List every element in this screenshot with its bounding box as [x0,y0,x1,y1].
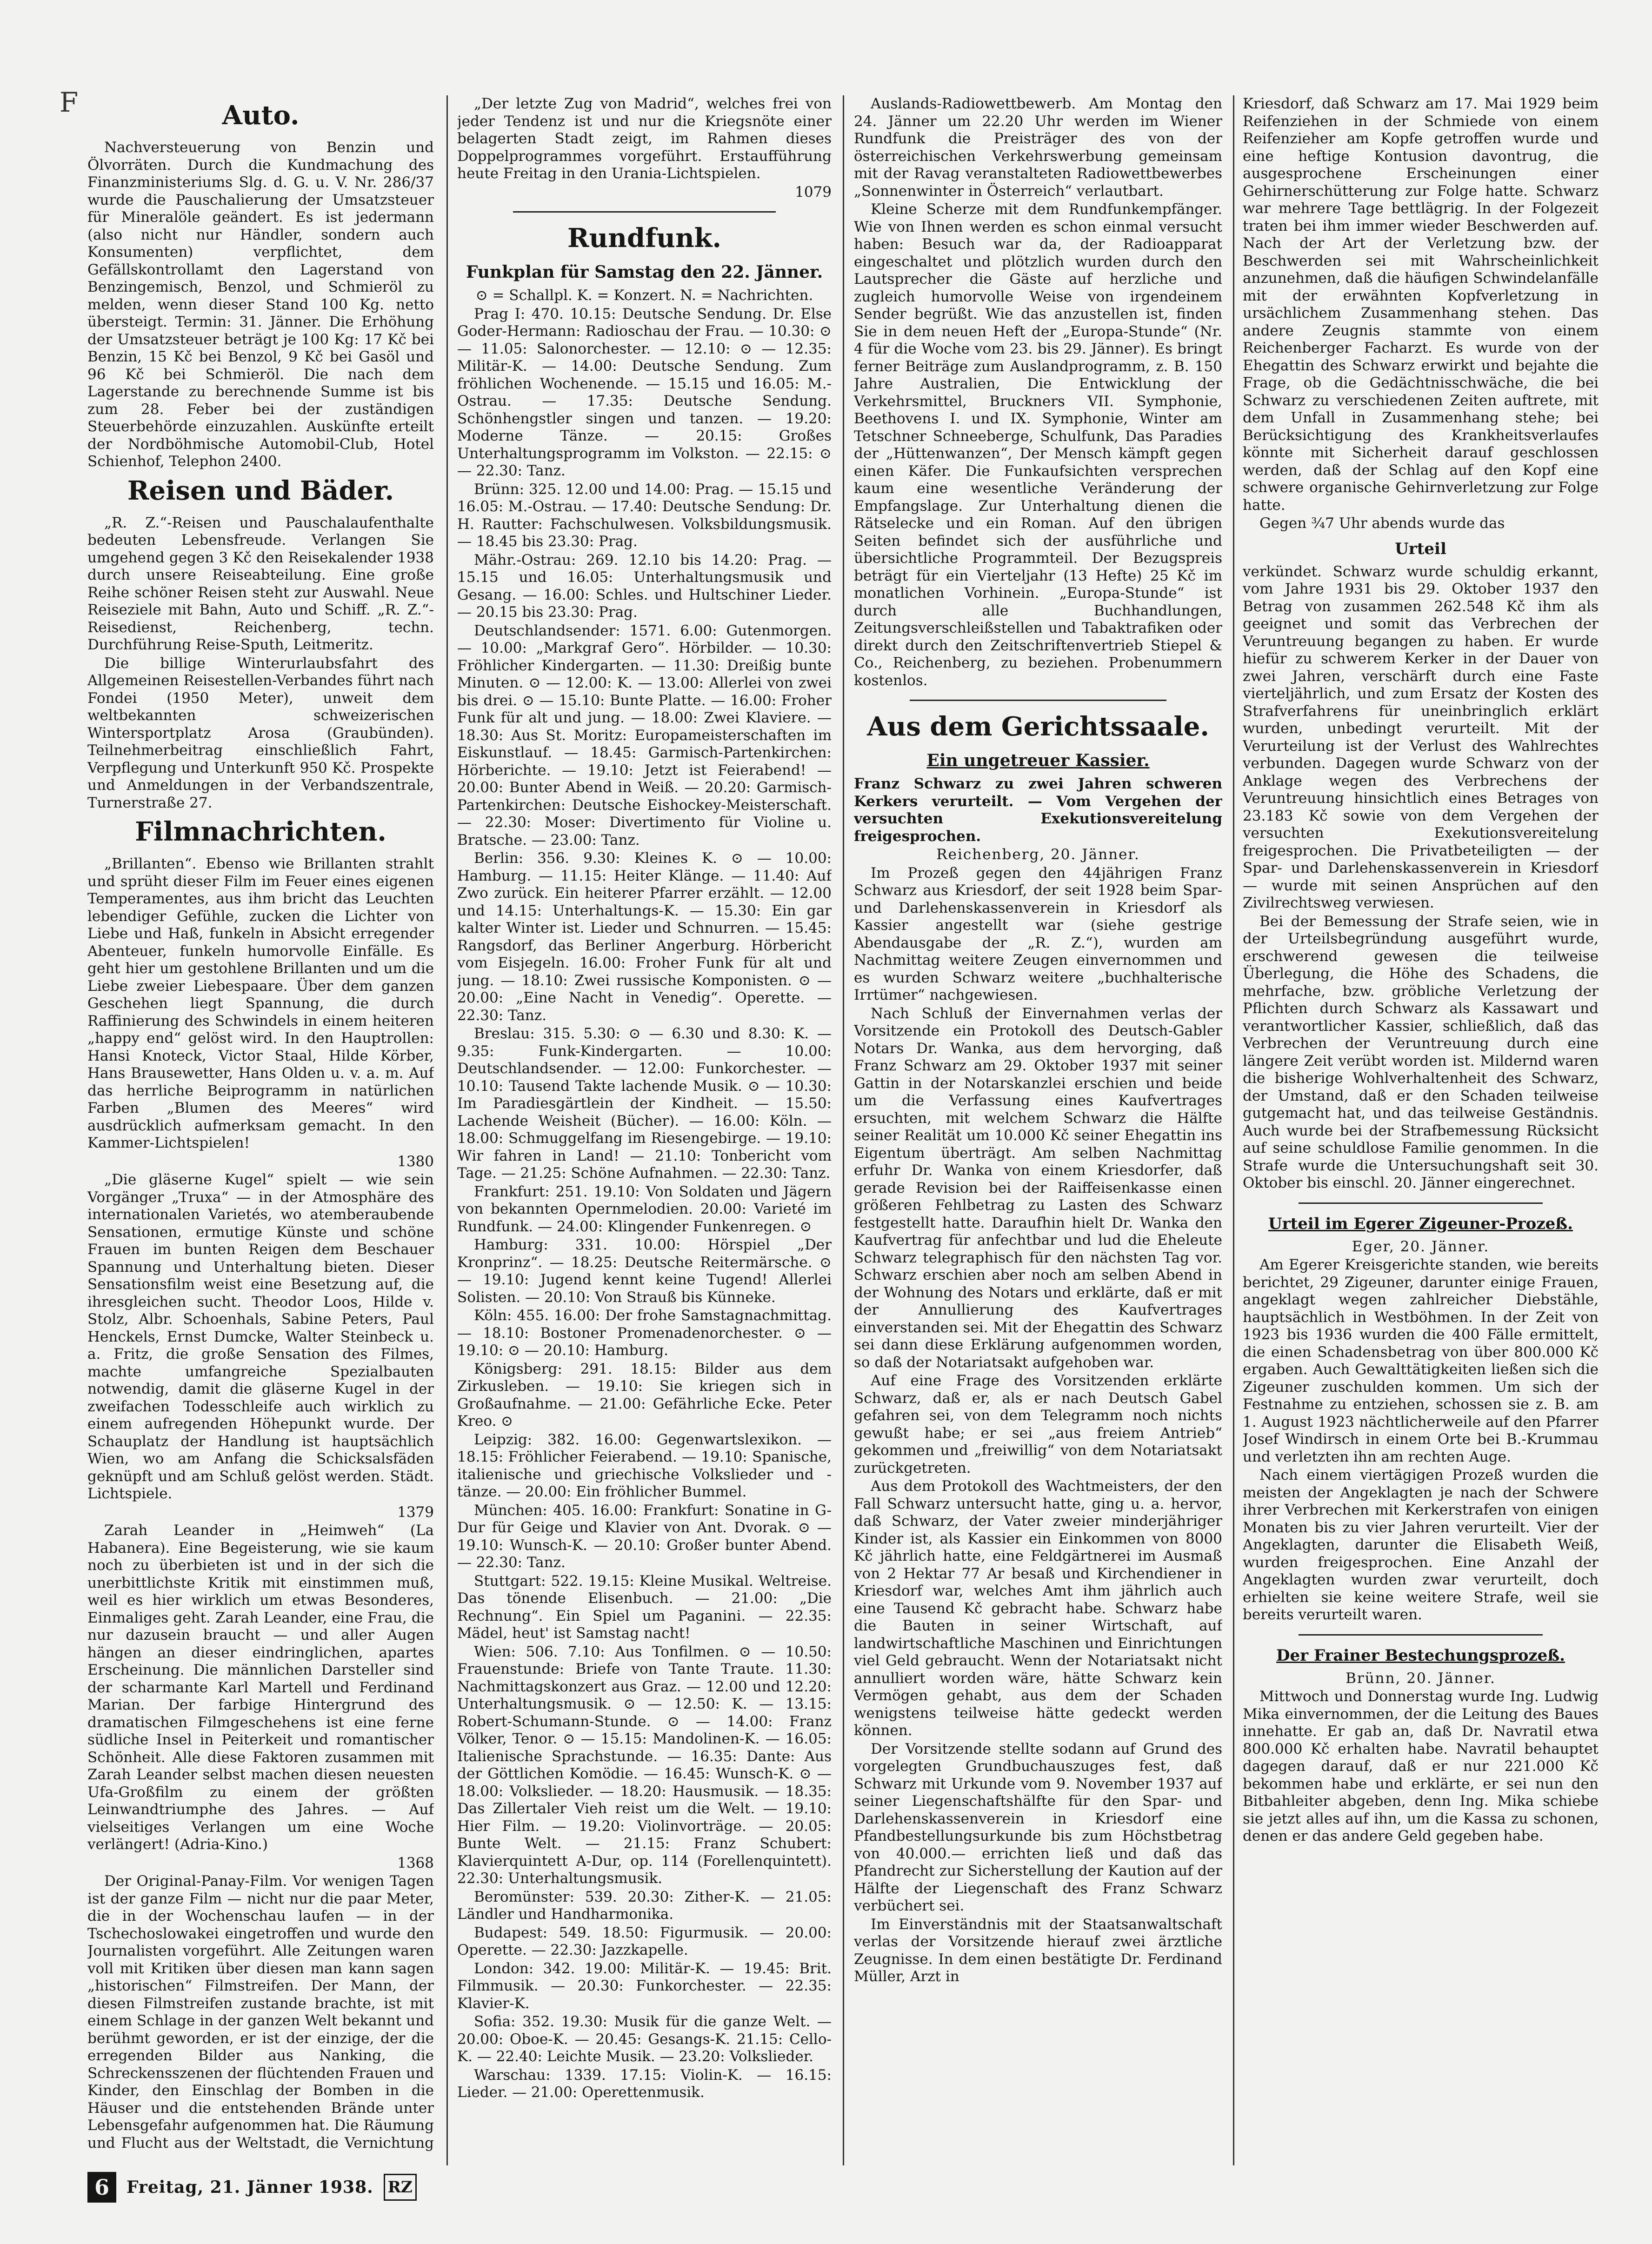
article-title-zigeuner: Urteil im Egerer Zigeuner-Prozeß. [1268,1214,1573,1233]
article-title-frainer: Der Frainer Bestechungsprozeß. [1276,1646,1565,1665]
section-rule [1299,1202,1543,1204]
article-paragraph: „Die gläserne Kugel“ spielt — wie sein Vorgänger „Truxa“ — in der Atmosphäre des internationalen Varietés, wo atemberaubende Sensationen, ermutige Künste und schöne Frauen im bunten Reigen dem Beschauer Spannung und Unterhaltung bieten. Dieser Sensationsfilm weist eine Besetzung auf, die ihresgleichen sucht. Theodor Loos, Hilde v. Stolz, Albr. Schoenhals, Sabine Peters, Paul Henckels, Ernst Dumcke, Walter Steinbeck u. a. Fritz, die große Sensation des Filmes, machte umfangreiche Spezialbauten notwendig, damit die gläserne Kugel in der zweifachen Todesschleife auch wirklich zu einem aufregenden Höhepunkt wurde. Der Schauplatz der Handlung ist hauptsächlich Wien, wo am Anfang die Schicksalsfäden geknüpft und am Schluß gelöst werden. Städt. Lichtspiele. [87,1171,434,1502]
article-paragraph: Auf eine Frage des Vorsitzenden erklärte Schwarz, daß er, als er nach Deutsch Gabel gefahren sei, von dem Telegramm noch nichts gewußt habe; er sei „aus freiem Antrieb“ gekommen und „freiwillig“ von dem Notariatsakt zurückgetreten. [854,1372,1222,1476]
radio-station-entry: Hamburg: 331. 10.00: Hörspiel „Der Kronprinz“. — 18.25: Deutsche Reitermärsche. ⊙ — 19.10: Jugend kennt keine Tugend! Allerlei Solisten. — 20.10: Von Strauß bis Künneke. [457,1236,832,1306]
article-title-kassier: Ein ungetreuer Kassier. [926,751,1150,770]
article-paragraph: „Brillanten“. Ebenso wie Brillanten strahlt und sprüht dieser Film im Feuer eines eigenen Temperamentes, aus ihm bricht das Leuchten lebendiger Gefühle, zucken die Lichter von Liebe und Haß, funkeln in Absicht erregender Abenteuer, funkeln humorvolle Einfälle. Es geht hier um gestohlene Brillanten und um die Liebe zweier Liebespaare. Über dem ganzen Geschehen liegt Spannung, die durch Raffinierung des Schwindels in einem heiteren „happy end“ gelöst wird. In den Hauptrollen: Hansi Knoteck, Victor Staal, Hilde Körber, Hans Brausewetter, Hans Olden u. v. a. m. Auf das herrliche Beiprogramm in natürlichen Farben „Blumen des Meeres“ wird ausdrücklich aufmerksam gemacht. In den Kammer-Lichtspielen! [87,855,434,1151]
article-paragraph: Zarah Leander in „Heimweh“ (La Habanera). Eine Begeisterung, wie sie kaum noch zu überbieten ist und in der sich die unerbittlichste Kritik mit einstimmen muß, weil es hier wirklich um etwas Besonderes, Einmaliges geht. Zarah Leander, eine Frau, die nur dazusein braucht — und aller Augen hängen an dieser eindringlichen, apartes Erscheinung. Die männlichen Darsteller sind der scharmante Karl Martell und Ferdinand Marian. Der farbige Hintergrund des dramatischen Filmgeschehens ist eine ferne südliche Insel in Peiterkeit und romantischer Schönheit. Alle diese Faktoren zusammen mit Zarah Leander selbst machen diesen neuesten Ufa-Großfilm zu einem der größten Leinwandtriumphe des Jahres. — Auf vielseitiges Verlangen um eine Woche verlängert! (Adria-Kino.) [87,1522,434,1853]
column-divider [446,95,448,2165]
radio-station-entry: Sofia: 352. 19.30: Musik für die ganze Welt. — 20.00: Oboe-K. — 20.45: Gesangs-K. 21.15: Cello-K. — 22.40: Leichte Musik. — 23.20: Volkslieder. [457,2013,832,2065]
article-paragraph: Aus dem Protokoll des Wachtmeisters, der den Fall Schwarz untersucht hatte, ging u. a. hervor, daß Schwarz, der Vater zweier minderjähriger Kinder ist, als Kassier ein Einkommen von 8000 Kč jährlich hatte, eine Feldgärtnerei im Ausmaß von 2 Hektar 77 Ar besaß und Kirchendiener in Kriesdorf war, welches Amt ihm jährlich auch eine Tausend Kč gebracht habe. Schwarz habe die Bauten in seiner Wirtschaft, auf landwirtschaftliche Maschinen und Einrichtungen viel Geld gebraucht. Wenn der Notariatsakt nicht annulliert worden wäre, hätte Schwarz kein Vermögen gehabt, aus dem der Schaden wenigstens teilweise hätte gedeckt werden können. [854,1478,1222,1739]
radio-station-entry: Brünn: 325. 12.00 und 14.00: Prag. — 15.15 und 16.05: M.-Ostrau. — 17.40: Deutsche Sendung: Dr. H. Rautter: Fachschulwesen. Volksbildungsmusik. — 18.45 bis 23.30: Prag. [457,481,832,550]
article-paragraph: Nach Schluß der Einvernahmen verlas der Vorsitzende ein Protokoll des Deutsch-Gabler Notars Dr. Wanka, aus dem hervorging, daß Franz Schwarz am 29. Oktober 1937 mit seiner Gattin in der Notarskanzlei erschien und beide um die Verfassung eines Kaufvertrages ersuchten, mit welchem Schwarz die Hälfte seiner Realität um 10.000 Kč seiner Ehegattin ins Eigentum überträgt. Am selben Nachmittag erfuhr Dr. Wanka von einem Kriesdorfer, daß gerade Revision bei der Raiffeisenkasse einen größeren Fehlbetrag zu Lasten des Schwarz festgestellt hatte. Daraufhin hielt Dr. Wanka den Kaufvertrag für anfechtbar und lud die Eheleute Schwarz telegraphisch für den nächsten Tag vor. Schwarz erschien aber noch am selben Abend in der Wohnung des Notars und erklärte, daß er mit der Annullierung des Kaufvertrages einverstanden sei. Mit der Ehegattin des Schwarz sei dann diese Erklärung aufgenommen worden, so daß der Notariatsakt aufgehoben war. [854,1005,1222,1371]
article-paragraph: Im Prozeß gegen den 44jährigen Franz Schwarz aus Kriesdorf, der seit 1928 beim Spar- und Darlehenskassenverein in Kriesdorf als Kassier angestellt war (siehe gestrige Abendausgabe der „R. Z.“), wurden am Nachmittag weitere Zeugen einvernommen und es wurden Schwarz weitere „buchhalterische Irrtümer“ nachgewiesen. [854,864,1222,1003]
radio-station-entry: München: 405. 16.00: Frankfurt: Sonatine in G-Dur für Geige und Klavier von Ant. Dvorak. ⊙ — 19.10: Wunsch-K. — 20.10: Großer bunter Abend. — 22.30: Tanz. [457,1502,832,1571]
radio-station-entry: Budapest: 549. 18.50: Figurmusik. — 20.00: Operette. — 22.30: Jazzkapelle. [457,1924,832,1958]
radio-station-entry: Köln: 455. 16.00: Der frohe Samstagnachmittag. — 18.10: Bostoner Promenadenorchester. ⊙ — 19.10: ⊙ — 20.10: Hamburg. [457,1307,832,1359]
dateline: Reichenberg, 20. Jänner. [936,846,1140,863]
radio-station-entry: Frankfurt: 251. 19.10: Von Soldaten und Jägern von bekannten Opernmelodien. 20.00: Varieté im Rundfunk. — 24.00: Klingender Funkenregen. ⊙ [457,1183,832,1235]
article-paragraph: „R. Z.“-Reisen und Pauschalaufenthalte bedeuten Lebensfreude. Verlangen Sie umgehend gegen 3 Kč den Reisekalender 1938 durch unsere Reiseabteilung. Eine große Reihe schöner Reisen steht zur Auswahl. Neue Reiseziele mit Bahn, Auto und Schiff. „R. Z.“-Reisedienst, Reichenberg, techn. Durchführung Reise-Sputh, Leitmeritz. [87,514,434,653]
page-footer [87,2171,422,2203]
article-paragraph: Im Einverständnis mit der Staatsanwaltschaft verlas der Vorsitzende hierauf zwei ärztliche Zeugnisse. In dem einen bestätigte Dr. Ferdinand Müller, Arzt in [854,1916,1222,1985]
column-1 [87,95,434,2151]
radio-legend: ⊙ = Schallpl. K. = Konzert. N. = Nachrichten. [475,287,813,304]
radio-station-entry: Wien: 506. 7.10: Aus Tonfilmen. ⊙ — 10.50: Frauenstunde: Briefe von Tante Traute. 11.30: Nachmittagskonzert aus Graz. — 12.00 und 12.20: Unterhaltungsmusik. ⊙ — 12.50: K. — 13.15: Robert-Schumann-Stunde. ⊙ — 14.00: Franz Völker, Tenor. ⊙ — 15.15: Mandolinen-K. — 16.05: Italienische Sprachstunde. — 16.35: Dante: Aus der Göttlichen Komödie. — 16.45: Wunsch-K. ⊙ — 18.00: Volkslieder. — 18.20: Hausmusik. — 18.35: Das Zillertaler Vieh reist um die Welt. — 19.10: Hier Film. — 19.20: Violinvorträge. — 20.05: Bunte Welt. — 21.15: Franz Schubert: Klavierquintett A-Dur, op. 114 (Forellenquintett). 22.30: Unterhaltungsmusik. [457,1643,832,1887]
verdict-heading: Urteil [1395,539,1446,558]
column-2 [457,95,832,2179]
column-divider [843,95,844,2165]
dateline: Brünn, 20. Jänner. [1346,1670,1496,1687]
section-heading-film: Filmnachrichten. [135,816,386,847]
article-paragraph: Kleine Scherze mit dem Rundfunkempfänger. Wie von Ihnen werden es schon einmal versucht haben: Besuch war da, der Radioapparat eingeschaltet und plötzlich wurden durch den Lautsprecher die Gäste auf herzliche und zugleich humorvolle Weise von irgendeinem Sender begrüßt. Wie das anzustellen ist, finden Sie in dem neuen Heft der „Europa-Stunde“ (Nr. 4 für die Woche vom 23. bis 29. Jänner). Es bringt ferner Beiträge zum Auslandprogramm, z. B. 150 Jahre Australien, Die Entwicklung der Verkehrsmittel, Bruckners VII. Symphonie, Beethovens I. und IX. Symphonie, Winter am Tetschner Schneeberge, Schulfunk, Das Paradies der „Hüttenwanzen“, Der Mensch kämpft gegen einen Käfer. Die Funkaufsichten versprechen kaum eine wesentliche Veränderung der Empfangslage. Zur Unterhaltung dienen die Rätselecke und ein Roman. Auf den übrigen Seiten befindet sich der ausführliche und übersichtliche Programmteil. Der Bezugspreis beträgt für ein Vierteljahr (13 Hefte) 25 Kč im monatlichen Vorhinein. „Europa-Stunde“ ist durch alle Buchhandlungen, Zeitungsverschleißstellen und Tabaktrafiken oder direkt durch den Zeitschriftenvertrieb Stiepel & Co., Reichenberg, zu beziehen. Probenummern kostenlos. [854,201,1222,689]
ad-code: 1079 [795,183,832,200]
article-paragraph: Die billige Winterurlaubsfahrt des Allgemeinen Reisestellen-Verbandes führt nach Fondei (1950 Meter), unweit dem weltbekannten schweizerischen Wintersportplatz Arosa (Graubünden). Teilnehmerbeitrag einschließlich Fahrt, Verpflegung und Unterkunft 950 Kč. Prospekte und Anmeldungen in der Verbandszentrale, Turnerstraße 27. [87,654,434,811]
radio-station-entry: Deutschlandsender: 1571. 6.00: Gutenmorgen. — 10.00: „Markgraf Gero“. Hörbilder. — 10.30: Fröhlicher Kindergarten. — 11.30: Dreißig bunte Minuten. ⊙ — 12.00: K. — 13.00: Allerlei von zwei bis drei. ⊙ — 15.10: Bunte Platte. — 16.00: Froher Funk für alt und jung. — 18.00: Zwei Klaviere. — 18.30: Aus St. Moritz: Europameisterschaften im Eiskunstlauf. — 18.45: Garmisch-Partenkirchen: Hörberichte. — 19.10: Jetzt ist Feierabend! — 20.00: Bunter Abend in Weiß. — 20.20: Garmisch-Partenkirchen: Deutsche Eishockey-Meisterschaft. — 22.30: Moser: Divertimento für Violine u. Bratsche. — 23.00: Tanz. [457,622,832,848]
radio-station-entry: London: 342. 19.00: Militär-K. — 19.45: Brit. Filmmusik. — 20.30: Funkorchester. — 22.35: Klavier-K. [457,1960,832,2012]
section-heading-gericht: Aus dem Gerichtssaale. [867,711,1209,742]
issue-date: Freitag, 21. Jänner 1938. [127,2177,373,2197]
article-paragraph: Bei der Bemessung der Strafe seien, wie in der Urteilsbegründung ausgeführt wurde, erschwerend gewesen die teilweise Überlegung, die Höhe des Schadens, die mehrfache, bzw. gröbliche Verletzung der Pflichten durch Schwarz als Kassawart und verantwortlicher Kassier, schließlich, daß das Verbrechen der Veruntreuung durch eine längere Zeit verübt worden ist. Mildernd waren die bisherige Wohlverhaltenheit des Schwarz, der Umstand, daß er den Schaden teilweise gutgemacht hat, und das teilweise Geständnis. Auch wurde bei der Strafbemessung Rücksicht auf seine schuldlose Familie genommen. In die Strafe wurde die Untersuchungshaft seit 30. Oktober bis einschl. 20. Jänner eingerechnet. [1243,913,1599,1191]
ad-code: 1380 [397,1153,434,1170]
page-number: 6 [87,2172,116,2203]
column-divider [1233,95,1234,2165]
section-heading-auto: Auto. [222,100,300,131]
radio-station-entry: Leipzig: 382. 16.00: Gegenwartslexikon. — 18.15: Fröhlicher Feierabend. — 19.10: Spanische, italienische und griechische Volkslieder und -tänze. — 20.00: Ein fröhlicher Bummel. [457,1431,832,1500]
column-4 [1243,95,1599,2179]
newspaper-logo: RZ [384,2174,417,2201]
article-paragraph: verkündet. Schwarz wurde schuldig erkannt, vom Jahre 1931 bis 29. Oktober 1937 den Betrag von zusammen 262.548 Kč ihm als geeignet und somit das Verbrechen der Veruntreuung begangen zu haben. Er wurde hiefür zu schwerem Kerker in der Dauer von zwei Jahren, verschärft durch eine Faste vierteljährlich, und zum Ersatz der Kosten des Strafverfahrens für uneinbringlich erklärt wurden, unbedingt verurteilt. Mit der Verurteilung ist der Verlust des Wahlrechtes verbunden. Dagegen wurde Schwarz von der Anklage wegen des Verbrechens der Veruntreuung hinsichtlich eines Betrages von 23.183 Kč sowie von dem Vergehen der versuchten Exekutionsvereitelung freigesprochen. Die Privatbeteiligten — der Spar- und Darlehenskassenverein in Kriesdorf — wurde mit seinen Ansprüchen auf den Zivilrechtsweg verwiesen. [1243,563,1599,911]
ad-code: 1368 [397,1854,434,1871]
article-paragraph: Der Original-Panay-Film. Vor wenigen Tagen ist der ganze Film — nicht nur die paar Meter, die in der Wochenschau laufen — in der Tschechoslowakei eingetroffen und wurde den Journalisten vorgeführt. Alle Zeitungen waren voll mit Kritiken über diesen man kann sagen „historischen“ Filmstreifen. Der Mann, der diesen Filmstreifen zustande brachte, ist mit einem Schlage in der ganzen Welt bekannt und berühmt geworden, er ist der einzige, der die erregenden Bilder aus Nanking, die Schreckensszenen der flüchtenden Frauen und Kinder, den Einschlag der Bomben in die Häuser und die entstehenden Brände unter Lebensgefahr aufgenommen hat. Die Räumung und Flucht aus der Weltstadt, die Vernichtung [87,1873,434,2151]
article-paragraph: Auslands-Radiowettbewerb. Am Montag den 24. Jänner um 22.20 Uhr werden im Wiener Rundfunk die Preisträger des von der österreichischen Verkehrswerbung gemeinsam mit der Ravag veranstalteten Radiowettbewerbes „Sonnenwinter in Österreich“ verlautbart. [854,95,1222,200]
section-rule [1299,1634,1543,1636]
article-paragraph: Kriesdorf, daß Schwarz am 17. Mai 1929 beim Reifenziehen in der Schmiede von einem Reifenzieher am Kopfe getroffen wurde und eine heftige Kontusion davontrug, die ausgesprochene Erscheinungen einer Gehirnerschütterung zur Folge hatte. Schwarz war mehrere Tage bettlägrig. In der Folgezeit traten bei ihm immer wieder Beschwerden auf. Nach der Art der Verletzung bzw. der Beschwerden sei mit Wahrscheinlichkeit anzunehmen, daß die häufigen Schwindelanfälle mit der erwähnten Kopfverletzung in ursächlichem Zusammenhang stehen. Das andere Zeugnis stammte von einem Reichenberger Facharzt. Es wurde von der Ehegattin des Schwarz erwirkt und bejahte die Frage, ob die Gedächtnisschwäche, die bei Schwarz zu verschiedenen Zeiten auftrete, mit dem Unfall in Zusammenhang stehe; bei Berücksichtigung des Krankheitsverlaufes könnte mit Sicherheit darauf geschlossen werden, daß der Schlag auf den Kopf eine schwere organische Gehirnverletzung zur Folge hatte. [1243,95,1599,514]
radio-station-entry: Stuttgart: 522. 19.15: Kleine Musikal. Weltreise. Das tönende Elisenbuch. — 21.00: „Die Rechnung“. Ein Spiel um Paganini. — 22.35: Mädel, heut' ist Samstag nacht! [457,1572,832,1642]
section-heading-rundfunk: Rundfunk. [567,223,721,254]
dateline: Eger, 20. Jänner. [1352,1238,1490,1255]
ad-code: 1379 [397,1503,434,1521]
radio-station-entry: Warschau: 1339. 17.15: Violin-K. — 16.15: Lieder. — 21.00: Operettenmusik. [457,2066,832,2101]
radio-station-entry: Breslau: 315. 5.30: ⊙ — 6.30 und 8.30: K. — 9.35: Funk-Kindergarten. — 10.00: Deutschlandsender. — 12.00: Funkorchester. — 10.10: Tausend Takte lachende Musik. ⊙ — 10.30: Im Paradiesgärtlein der Kindheit. — 15.50: Lachende Weisheit (Bücher). — 16.00: Köln. — 18.00: Schmuggelfang im Riesengebirge. — 19.10: Wir fahren in Land! — 21.10: Tonbericht vom Tage. — 21.25: Schöne Aufnahmen. — 22.30: Tanz. [457,1025,832,1182]
section-rule [910,700,1166,701]
radio-station-entry: Beromünster: 539. 20.30: Zither-K. — 21.05: Ländler und Handharmonika. [457,1888,832,1923]
section-rule [513,211,776,213]
article-paragraph: Nachversteuerung von Benzin und Ölvorräten. Durch die Kundmachung des Finanzministeriums Slg. d. G. u. V. Nr. 286/37 wurde die Pauschalierung der Umsatzsteuer für Mineralöle geändert. Es ist jedermann (also nicht nur Händler, sondern auch Konsumenten) verpflichtet, dem Gefällskontrollamt den Lagerstand von Benzingemisch, Benzol, und Schmieröl zu melden, wenn dieser Stand 100 Kg. netto übersteigt. Termin: 31. Jänner. Die Erhöhung der Umsatzsteuer beträgt je 100 Kg: 17 Kč bei Benzin, 15 Kč bei Benzol, 9 Kč bei Gasöl und 96 Kč bei Schmieröl. Die nach dem Lagerstande zu berechnende Summe ist bis zum 28. Feber bei der zuständigen Steuerbehörde einzuzahlen. Auskünfte erteilt der Nordböhmische Automobil-Club, Hotel Schienhof, Telephon 2400. [87,139,434,470]
article-paragraph: „Der letzte Zug von Madrid“, welches frei von jeder Tendenz ist und nur die Kriegsnöte einer belagerten Stadt zeigt, im Rahmen dieses Doppelprogrammes vorgeführt. Erstaufführung heute Freitag in den Urania-Lichtspielen. [457,95,832,182]
article-paragraph: Gegen ¾7 Uhr abends wurde das [1259,515,1505,532]
radio-station-entry: Königsberg: 291. 18.15: Bilder aus dem Zirkusleben. — 19.10: Sie kriegen sich in Großaufnahme. — 21.00: Gefährliche Ecke. Peter Kreo. ⊙ [457,1360,832,1429]
article-paragraph: Mittwoch und Donnerstag wurde Ing. Ludwig Mika einvernommen, der die Leitung des Baues innehatte. Er gab an, daß Dr. Navratil etwa 800.000 Kč erhalten habe. Navratil behauptet dagegen darauf, daß er nur 221.000 Kč bekommen habe und erklärte, er sei nun den Bitbahleiter abgeben, denn Ing. Mika schiebe sie jetzt alles auf ihn, um die Kassa zu schonen, denen er das andere Geld gegeben habe. [1243,1688,1599,1844]
article-headline: Franz Schwarz zu zwei Jahren schweren Kerkers verurteilt. — Vom Vergehen der versuchten Exekutionsvereitelung freigesprochen. [854,775,1222,845]
corner-mark: F [60,87,79,118]
radio-schedule-subtitle: Funkplan für Samstag den 22. Jänner. [466,262,823,282]
section-heading-reisen: Reisen und Bäder. [127,475,394,506]
radio-station-entry: Berlin: 356. 9.30: Kleines K. ⊙ — 10.00: Hamburg. — 11.15: Heiter Klänge. — 11.40: Auf Zwo zurück. Ein heiterer Pfarrer erzählt. — 12.00 und 14.15: Unterhaltungs-K. — 15.30: Ein gar kalter Winter ist. Lieder und Schnurren. — 15.45: Rangsdorf, das Berliner Angerburg. Hörbericht vom Eisjegeln. 16.00: Froher Funk für alt und jung. — 18.10: Zwei russische Komponisten. ⊙ — 20.00: „Eine Nacht in Venedig“. Operette. — 22.30: Tanz. [457,850,832,1024]
article-paragraph: Nach einem viertägigen Prozeß wurden die meisten der Angeklagten je nach der Schwere ihrer Verbrechen mit Kerkerstrafen von einigen Monaten bis zu vier Jahren verurteilt. Vier der Angeklagten, darunter die Elisabeth Weiß, wurden freigesprochen. Eine Anzahl der Angeklagten wurden zwar verurteilt, doch erhielten sie keine weitere Strafe, weil sie bereits verurteilt waren. [1243,1467,1599,1623]
radio-station-entry: Prag I: 470. 10.15: Deutsche Sendung. Dr. Else Goder-Hermann: Radioschau der Frau. — 10.30: ⊙ — 11.05: Salonorchester. — 12.10: ⊙ — 12.35: Militär-K. — 14.00: Deutsche Sendung. Zum fröhlichen Wochenende. — 15.15 und 16.05: M.-Ostrau. — 17.35: Deutsche Sendung. Schönhengstler singen und tanzen. — 19.20: Moderne Tänze. — 20.15: Großes Unterhaltungsprogramm im Volkston. — 22.15: ⊙ — 22.30: Tanz. [457,305,832,479]
column-3 [854,95,1222,2179]
radio-station-entry: Mähr.-Ostrau: 269. 12.10 bis 14.20: Prag. — 15.15 und 16.05: Unterhaltungsmusik und Gesang. — 16.00: Schles. und Hultschiner Lieder. — 20.15 bis 23.30: Prag. [457,551,832,621]
article-paragraph: Am Egerer Kreisgerichte standen, wie bereits berichtet, 29 Zigeuner, darunter einige Frauen, angeklagt wegen zahlreicher Diebstähle, hauptsächlich in Westböhmen. In der Zeit von 1923 bis 1936 wurden die 400 Fälle ermittelt, die einen Schadensbetrag von über 800.000 Kč ergaben. Auch Gewalttätigkeiten ließen sich die Zigeuner zuschulden kommen. Um sich der Festnahme zu entziehen, schossen sie z. B. am 1. August 1923 nächtlicherweile auf den Pfarrer Josef Windirsch in einem Orte bei B.-Krummau und verletzten ihn am rechten Auge. [1243,1256,1599,1465]
article-paragraph: Der Vorsitzende stellte sodann auf Grund des vorgelegten Grundbuchauszuges fest, daß Schwarz mit Urkunde vom 9. November 1937 auf seiner Liegenschaftshälfte für den Spar- und Darlehenskassenverein in Kriesdorf eine Pfandbestellungsurkunde bis zum Höchstbetrag von 40.000.— errichten ließ und daß das Pfandrecht zur Sicherstellung der Kaution auf der Hälfte der Liegenschaft des Franz Schwarz verbüchert sei. [854,1740,1222,1914]
